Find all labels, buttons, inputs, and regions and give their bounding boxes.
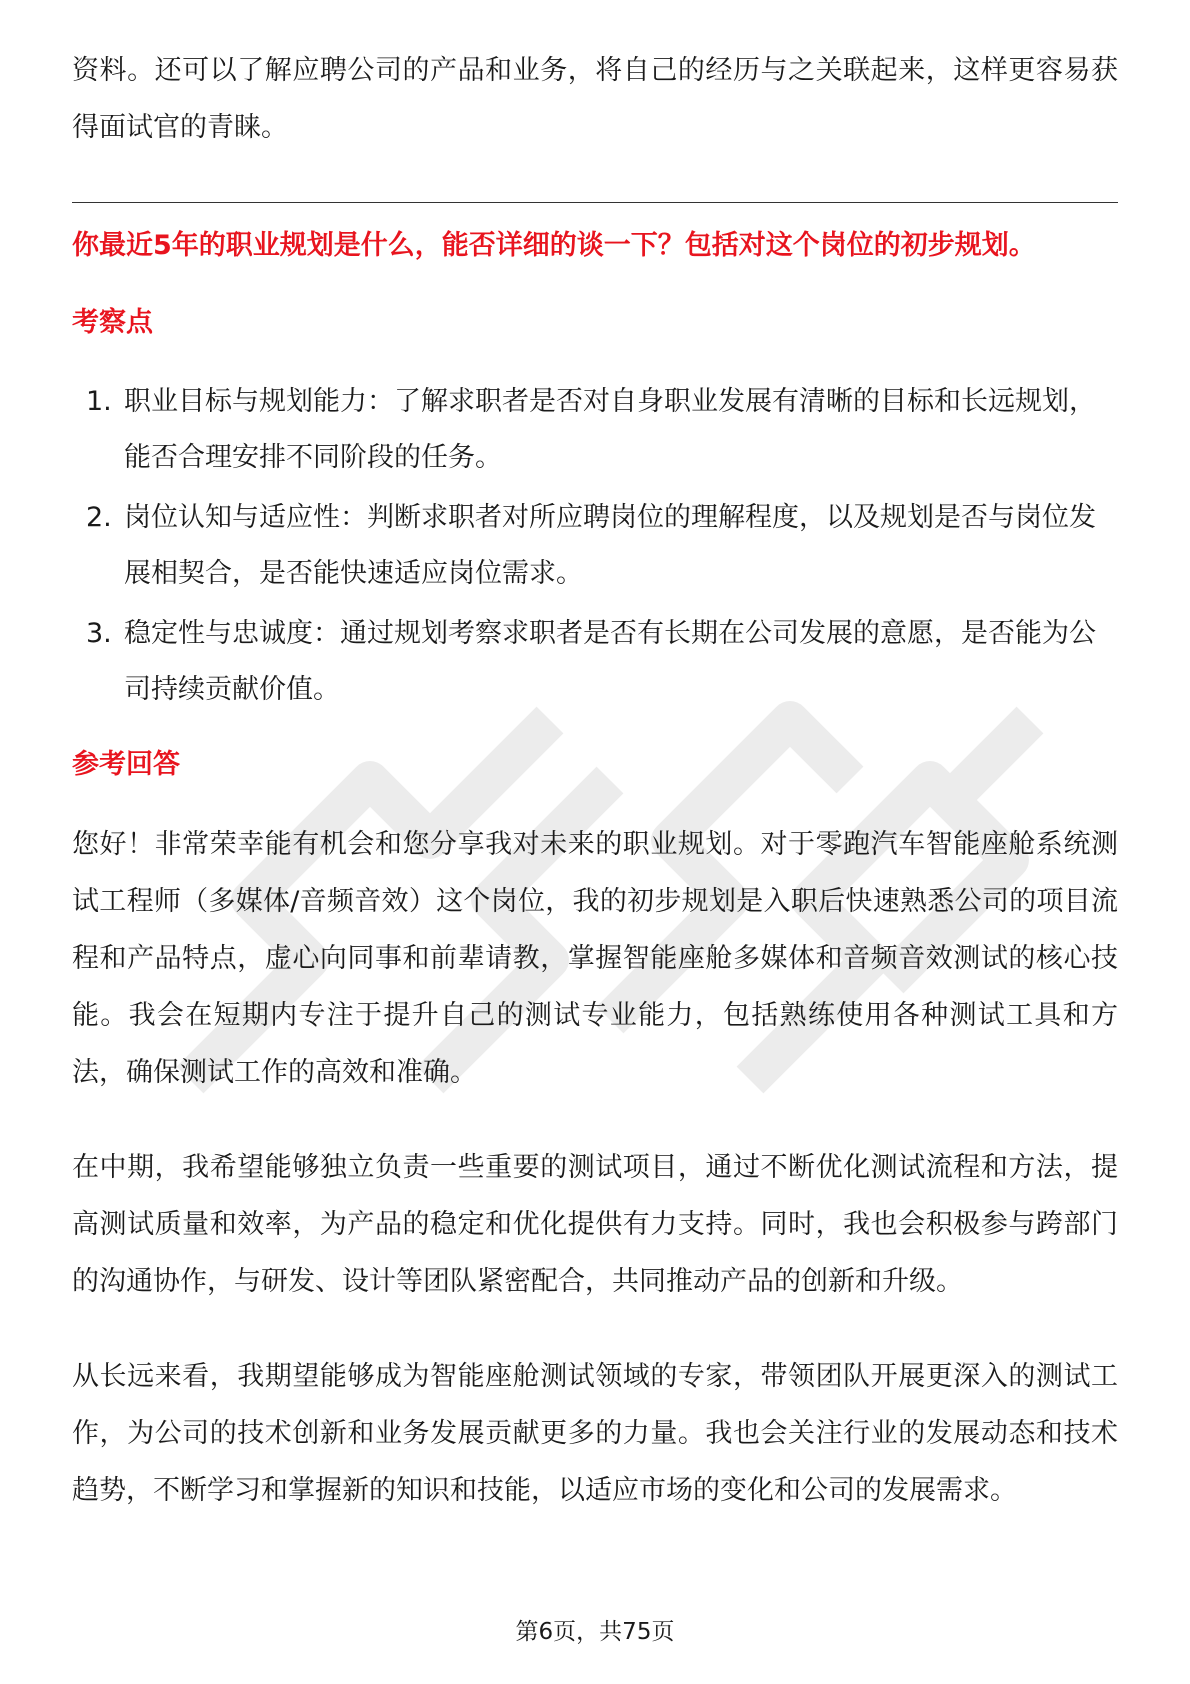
list-item-number: 1. (86, 386, 112, 417)
answer-heading: 参考回答 (72, 749, 180, 780)
list-item-number: 3. (86, 618, 112, 649)
answer-paragraph-3: 从长远来看，我期望能够成为智能座舱测试领域的专家，带领团队开展更深入的测试工作，为公司的技术创新和业务发展贡献更多的力量。我也会关注行业的发展动态和技术趋势，不断学习和掌握新的知识和技能，以适应市场的变化和公司的发展需求。 (72, 1361, 1118, 1506)
list-item (72, 490, 1118, 602)
intro-paragraph: 资料。还可以了解应聘公司的产品和业务，将自己的经历与之关联起来，这样更容易获得面试官的青睐。 (72, 55, 1118, 143)
list-item-text: 稳定性与忠诚度：通过规划考察求职者是否有长期在公司发展的意愿，是否能为公司持续贡献价值。 (124, 618, 1096, 705)
points-list (72, 374, 1118, 718)
list-item-text: 职业目标与规划能力：了解求职者是否对自身职业发展有清晰的目标和长远规划，能否合理安排不同阶段的任务。 (124, 386, 1096, 473)
list-item-number: 2. (86, 502, 112, 533)
list-item (72, 606, 1118, 718)
page-number: 第6页，共75页 (515, 1619, 675, 1645)
points-heading: 考察点 (72, 307, 153, 338)
section-divider (72, 202, 1118, 203)
list-item (72, 374, 1118, 486)
document-page (72, 0, 1118, 1519)
list-item-text: 岗位认知与适应性：判断求职者对所应聘岗位的理解程度，以及规划是否与岗位发展相契合，是否能快速适应岗位需求。 (124, 502, 1096, 589)
answer-paragraph-2: 在中期，我希望能够独立负责一些重要的测试项目，通过不断优化测试流程和方法，提高测试质量和效率，为产品的稳定和优化提供有力支持。同时，我也会积极参与跨部门的沟通协作，与研发、设计等团队紧密配合，共同推动产品的创新和升级。 (72, 1152, 1118, 1297)
interview-question: 你最近5年的职业规划是什么，能否详细的谈一下？包括对这个岗位的初步规划。 (72, 230, 1036, 261)
answer-paragraph-1: 您好！非常荣幸能有机会和您分享我对未来的职业规划。对于零跑汽车智能座舱系统测试工程师（多媒体/音频音效）这个岗位，我的初步规划是入职后快速熟悉公司的项目流程和产品特点，虚心向同事和前辈请教，掌握智能座舱多媒体和音频音效测试的核心技能。我会在短期内专注于提升自己的测试专业能力，包括熟练使用各种测试工具和方法，确保测试工作的高效和准确。 (72, 829, 1118, 1088)
